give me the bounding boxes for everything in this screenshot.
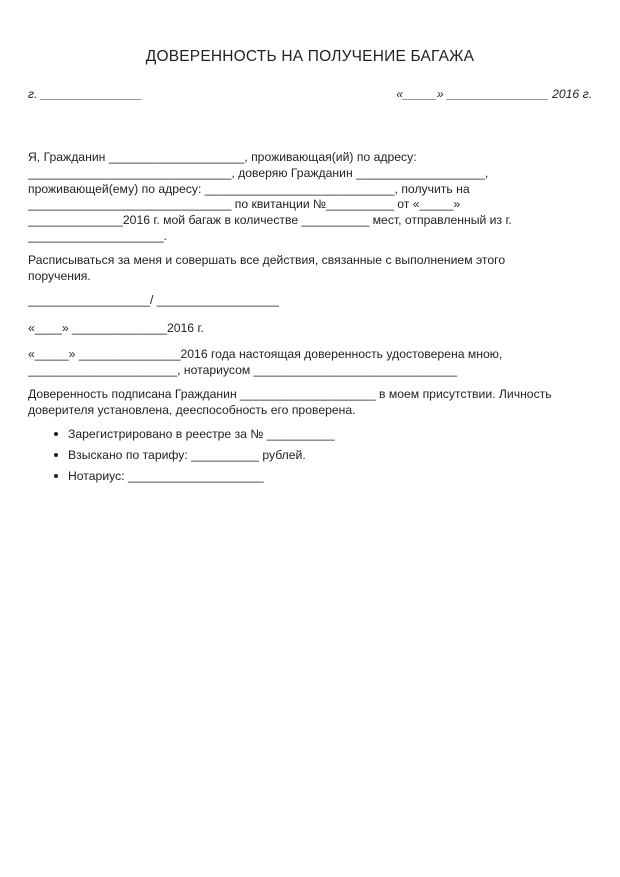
paragraph2-line-2: поручения. [28,269,91,283]
paragraph1-line-1: Я, Гражданин ____________________, проживающая(ий) по адресу: [28,150,417,164]
list-item [54,468,335,484]
paragraph1-line-5: ______________2016 г. мой багаж в количестве __________ мест, отправленный из г. [28,213,512,227]
bullet-icon [54,453,58,457]
paragraph4-line-2: доверителя установлена, дееспособность его проверена. [28,403,356,417]
date-line-2: «____» ______________2016 г. [28,321,204,335]
paragraph3-line-2: ______________________, нотариусом ______________________________ [28,363,458,377]
notary-text: Нотариус: ____________________ [68,469,264,483]
paragraph1-line-3: проживающей(ему) по адресу: ____________________________, получить на [28,182,470,196]
paragraph2-line-1: Расписываться за меня и совершать все действия, связанные с выполнением этого [28,253,506,267]
registry-text: Зарегистрировано в реестре за № __________ [68,427,335,441]
place-line: г. _______________ [28,87,143,101]
paragraph4-line-1: Доверенность подписана Гражданин ____________________ в моем присутствии. Личность [28,387,552,401]
list-item [54,447,335,463]
paragraph1-line-4: ______________________________ по квитанции №__________ от «_____» [28,197,461,211]
document-title: ДОВЕРЕННОСТЬ НА ПОЛУЧЕНИЕ БАГАЖА [145,48,475,65]
paragraph1-line-2: ______________________________, доверяю Гражданин ___________________, [28,166,489,180]
paragraph3-line-1: «_____» _______________2016 года настоящая доверенность удостоверена мною, [28,347,503,361]
bullet-icon [54,432,58,436]
bullet-icon [54,474,58,478]
paragraph1-line-6: ____________________. [28,229,167,243]
date-line: «_____» _______________ 2016 г. [396,87,592,101]
signature-line: __________________/ __________________ [28,293,279,307]
tariff-text: Взыскано по тарифу: __________ рублей. [68,448,306,462]
list-item [54,426,335,442]
notary-list [54,426,335,489]
